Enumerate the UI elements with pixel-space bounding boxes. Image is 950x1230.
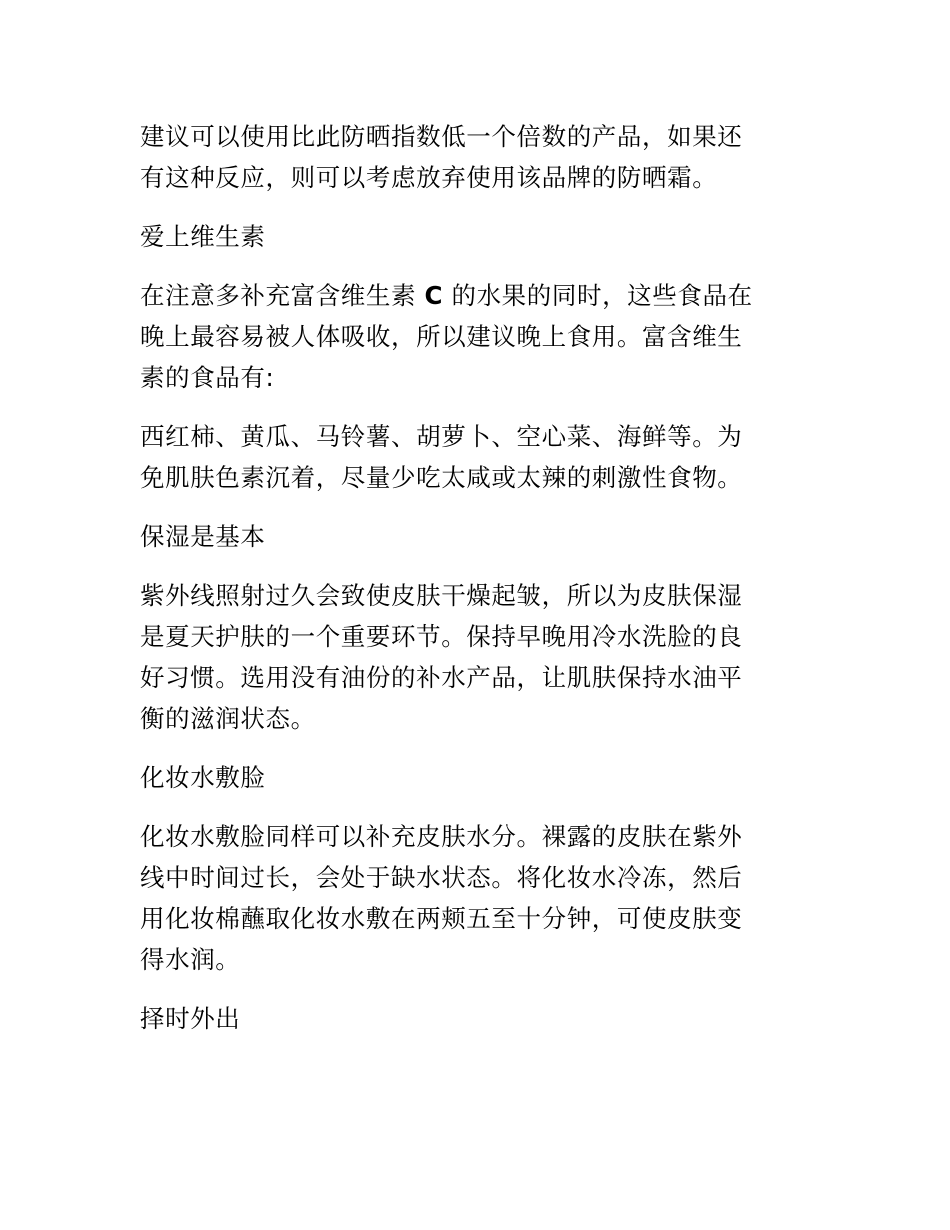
document-page — [140, 116, 800, 1057]
text-line: 得水润。 — [140, 945, 241, 974]
heading-text: 化妆水敷脸 — [140, 763, 266, 792]
paragraph-moisturizing — [140, 575, 800, 739]
text-line: 素的食品有: — [140, 363, 275, 392]
vitamin-c-letter: C — [424, 281, 444, 310]
section-heading-vitamins — [140, 216, 800, 257]
text-line: 在注意多补充富含维生素 C 的水果的同时，这些食品在 — [140, 281, 753, 310]
text-line: 是夏天护肤的一个重要环节。保持早晚用冷水洗脸的良 — [140, 622, 743, 651]
text-line: 西红柿、黄瓜、马铃薯、胡萝卜、空心菜、海鲜等。为 — [140, 422, 743, 451]
text-line: 建议可以使用比此防晒指数低一个倍数的产品，如果还 — [140, 122, 743, 151]
text-line: 用化妆棉蘸取化妆水敷在两颊五至十分钟，可使皮肤变 — [140, 904, 743, 933]
text-line: 免肌肤色素沉着，尽量少吃太咸或太辣的刺激性食物。 — [140, 463, 743, 492]
text-line: 好习惯。选用没有油份的补水产品，让肌肤保持水油平 — [140, 663, 743, 692]
heading-text: 择时外出 — [140, 1004, 241, 1033]
text-line: 有这种反应，则可以考虑放弃使用该品牌的防晒霜。 — [140, 163, 718, 192]
paragraph-vitamin-foods — [140, 416, 800, 498]
paragraph-vitamin-c — [140, 275, 800, 398]
section-heading-toner-mask — [140, 757, 800, 798]
text-line: 化妆水敷脸同样可以补充皮肤水分。裸露的皮肤在紫外 — [140, 822, 743, 851]
text-line: 衡的滋润状态。 — [140, 704, 316, 733]
section-heading-moisturizing — [140, 516, 800, 557]
text-line: 紫外线照射过久会致使皮肤干燥起皱，所以为皮肤保湿 — [140, 581, 743, 610]
heading-text: 保湿是基本 — [140, 522, 266, 551]
heading-text: 爱上维生素 — [140, 222, 266, 251]
paragraph-sunscreen-advice — [140, 116, 800, 198]
text-line: 晚上最容易被人体吸收，所以建议晚上食用。富含维生 — [140, 322, 743, 351]
section-heading-timing — [140, 998, 800, 1039]
paragraph-toner-mask — [140, 816, 800, 980]
text-line: 线中时间过长，会处于缺水状态。将化妆水冷冻，然后 — [140, 863, 743, 892]
